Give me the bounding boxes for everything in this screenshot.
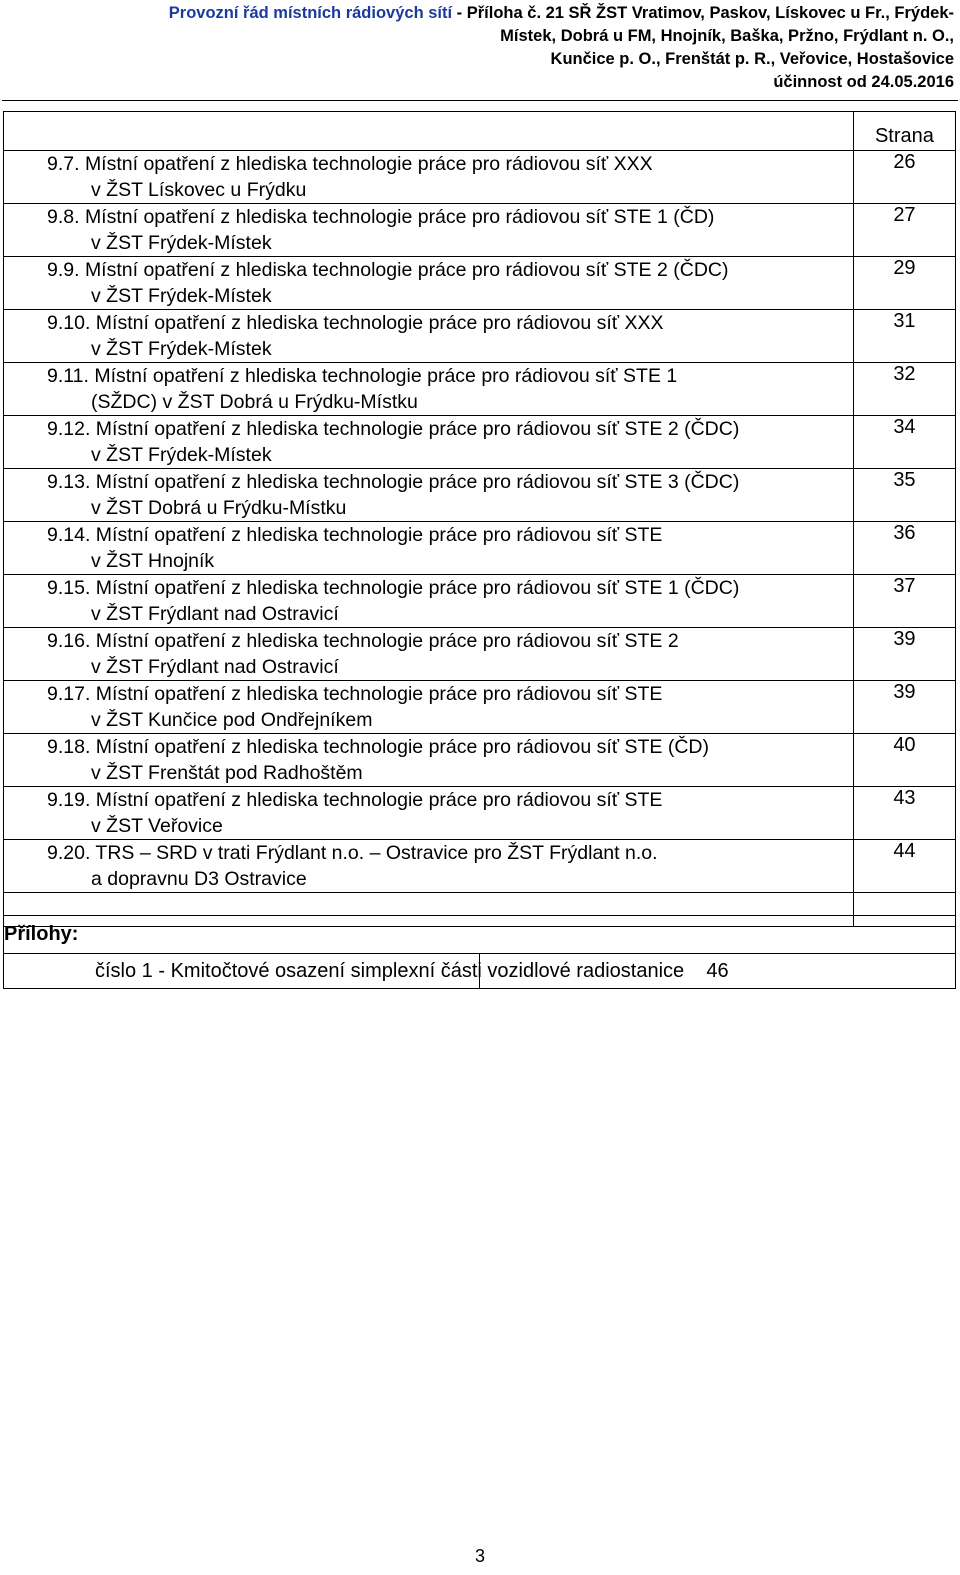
header-line1-rest: - Příloha č. 21 SŘ ŽST Vratimov, Paskov, Lískovec u Fr., Frýdek-: [452, 4, 954, 22]
attachment-entry-title: číslo 1 - Kmitočtové osazení simplexní části vozidlové radiostanice: [4, 954, 480, 989]
toc-entry[interactable]: [4, 310, 956, 363]
toc-header-row: [4, 112, 956, 151]
attachments-title-row: [4, 916, 956, 954]
toc-entry[interactable]: [4, 734, 956, 787]
toc-entry-title: 9.12. Místní opatření z hlediska technologie práce pro rádiovou síť STE 2 (ČDC): [47, 418, 740, 440]
page-number: 3: [474, 1546, 485, 1566]
toc-entry-page: 26: [853, 151, 955, 204]
toc-entry-title: 9.18. Místní opatření z hlediska technologie práce pro rádiovou síť STE (ČD): [47, 736, 709, 758]
toc-entry-subtitle: v ŽST Frýdek-Místek: [91, 232, 272, 254]
table-of-contents: [3, 111, 956, 927]
toc-entry-page: 37: [853, 575, 955, 628]
toc-entry-title: 9.16. Místní opatření z hlediska technologie práce pro rádiovou síť STE 2: [47, 630, 679, 652]
header-effective-date: účinnost od 24.05.2016: [773, 73, 954, 91]
toc-entry-subtitle: v ŽST Dobrá u Frýdku-Místku: [91, 497, 347, 519]
toc-entry[interactable]: [4, 522, 956, 575]
toc-entry-title: 9.20. TRS – SRD v trati Frýdlant n.o. – Ostravice pro ŽST Frýdlant n.o.: [47, 842, 658, 864]
toc-entry-title: 9.7. Místní opatření z hlediska technologie práce pro rádiovou síť XXX: [47, 153, 653, 175]
toc-entry[interactable]: [4, 681, 956, 734]
toc-entry-page: 32: [853, 363, 955, 416]
header-line-1: [0, 2, 954, 25]
toc-entry-page: 31: [853, 310, 955, 363]
attachment-entry[interactable]: [4, 954, 956, 989]
toc-entry-page: 40: [853, 734, 955, 787]
toc-entry-title: 9.8. Místní opatření z hlediska technologie práce pro rádiovou síť STE 1 (ČD): [47, 206, 715, 228]
toc-entry[interactable]: [4, 840, 956, 893]
toc-header-blank: [4, 112, 854, 151]
toc-entry-page: 29: [853, 257, 955, 310]
toc-entry-subtitle: a dopravnu D3 Ostravice: [91, 868, 307, 890]
toc-entry-subtitle: v ŽST Frýdlant nad Ostravicí: [91, 656, 339, 678]
toc-entry-page: 43: [853, 787, 955, 840]
page-column-header: Strana: [853, 112, 955, 151]
toc-entry[interactable]: [4, 787, 956, 840]
toc-entry-subtitle: v ŽST Hnojník: [91, 550, 215, 572]
toc-entry-subtitle: v ŽST Lískovec u Frýdku: [91, 179, 307, 201]
toc-entry-title: 9.19. Místní opatření z hlediska technologie práce pro rádiovou síť STE: [47, 789, 663, 811]
toc-entry[interactable]: [4, 469, 956, 522]
toc-entry-subtitle: v ŽST Frýdlant nad Ostravicí: [91, 603, 339, 625]
toc-entry-page: 34: [853, 416, 955, 469]
toc-entry-subtitle: v ŽST Frenštát pod Radhoštěm: [91, 762, 363, 784]
attachments-table: [3, 915, 956, 989]
toc-entry[interactable]: [4, 363, 956, 416]
header-line-3: Kunčice p. O., Frenštát p. R., Veřovice, Hostašovice: [550, 50, 954, 68]
toc-entry-subtitle: v ŽST Frýdek-Místek: [91, 444, 272, 466]
toc-entry-subtitle: v ŽST Kunčice pod Ondřejníkem: [91, 709, 373, 731]
toc-entry-page: 39: [853, 681, 955, 734]
toc-entry[interactable]: [4, 204, 956, 257]
toc-entry[interactable]: [4, 575, 956, 628]
toc-entry[interactable]: [4, 628, 956, 681]
toc-entry-title: 9.13. Místní opatření z hlediska technologie práce pro rádiovou síť STE 3 (ČDC): [47, 471, 740, 493]
attachment-entry-page: 46: [480, 954, 956, 989]
toc-entry-subtitle: (SŽDC) v ŽST Dobrá u Frýdku-Místku: [91, 391, 418, 413]
attachments-title: Přílohy:: [4, 916, 956, 954]
toc-entry-page: 39: [853, 628, 955, 681]
toc-entry[interactable]: [4, 416, 956, 469]
toc-entry-title: 9.9. Místní opatření z hlediska technologie práce pro rádiovou síť STE 2 (ČDC): [47, 259, 729, 281]
toc-entry-subtitle: v ŽST Veřovice: [91, 815, 223, 837]
header-title: Provozní řád místních rádiových sítí: [168, 4, 453, 22]
toc-entry-page: 44: [853, 840, 955, 893]
toc-entry[interactable]: [4, 257, 956, 310]
document-header: [0, 2, 954, 94]
toc-entry-subtitle: v ŽST Frýdek-Místek: [91, 285, 272, 307]
header-line-2: Místek, Dobrá u FM, Hnojník, Baška, Pržno, Frýdlant n. O.,: [500, 27, 954, 45]
toc-entry-title: 9.10. Místní opatření z hlediska technologie práce pro rádiovou síť XXX: [47, 312, 664, 334]
toc-entry-page: 35: [853, 469, 955, 522]
toc-entry-page: 36: [853, 522, 955, 575]
toc-entry-title: 9.11. Místní opatření z hlediska technologie práce pro rádiovou síť STE 1: [47, 365, 678, 387]
toc-entry-title: 9.17. Místní opatření z hlediska technologie práce pro rádiovou síť STE: [47, 683, 663, 705]
toc-entry-title: 9.14. Místní opatření z hlediska technologie práce pro rádiovou síť STE: [47, 524, 663, 546]
toc-entry-subtitle: v ŽST Frýdek-Místek: [91, 338, 272, 360]
toc-entry-title: 9.15. Místní opatření z hlediska technologie práce pro rádiovou síť STE 1 (ČDC): [47, 577, 740, 599]
toc-entry-page: 27: [853, 204, 955, 257]
toc-entry[interactable]: [4, 151, 956, 204]
header-divider: [2, 100, 958, 101]
